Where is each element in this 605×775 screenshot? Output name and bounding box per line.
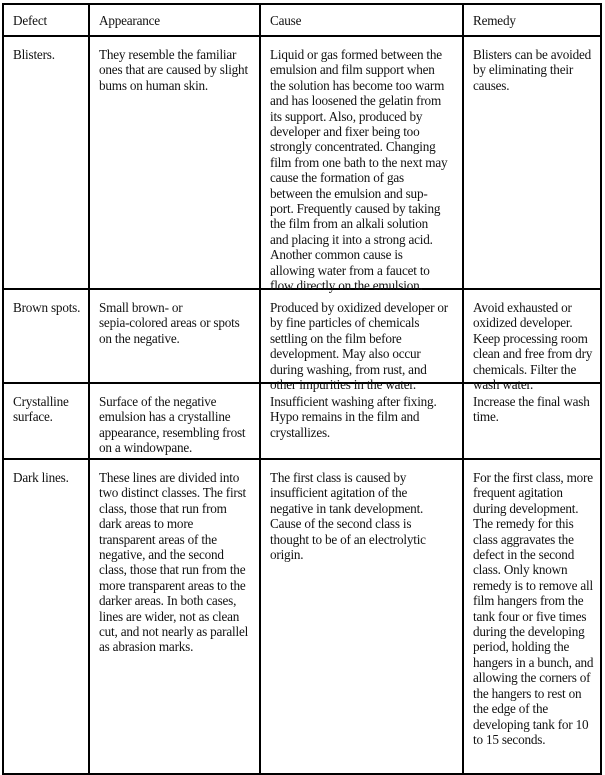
cell-text-line: film from one bath to the next may — [270, 154, 448, 170]
cell-text-line: cause the formation of gas — [270, 170, 404, 186]
cell-text-line: on the negative. — [99, 330, 180, 346]
cell-text-line: Crystalline — [13, 394, 69, 409]
cell-text-line: Small brown- or — [99, 300, 183, 315]
cell-text-line: crystallizes. — [270, 424, 331, 440]
cell-remedy — [464, 460, 600, 773]
cell-text-line: emulsion and film support when — [270, 62, 435, 78]
cell-text-line: For the first class, more — [473, 470, 593, 485]
cell-text-line: Surface of the negative — [99, 394, 217, 409]
defects-table — [2, 3, 602, 775]
cell-appearance — [90, 384, 261, 460]
cell-text-line: hangers in a bunch, and — [473, 654, 594, 670]
cell-defect — [4, 384, 90, 460]
cell-text-line: time. — [473, 409, 499, 425]
cell-text-line: sepia-colored areas or spots — [99, 315, 240, 331]
cell-remedy — [464, 290, 600, 393]
cell-text-line: chemicals. Filter the — [473, 361, 577, 377]
cell-text-line: to 15 seconds. — [473, 731, 546, 747]
cell-text-line: cut, and not nearly as parallel — [99, 624, 249, 640]
cell-text-line: frequent agitation — [473, 485, 563, 501]
cell-text-line: appearance, resembling frost — [99, 424, 246, 440]
cell-text-line: on a windowpane. — [99, 440, 193, 456]
cell-cause — [261, 460, 464, 773]
cell-text-line: class aggravates the — [473, 531, 574, 547]
cell-remedy — [464, 384, 600, 460]
cell-text-line: by fine particles of chemicals — [270, 315, 420, 331]
cell-text-line: Another common cause is — [270, 247, 403, 263]
cell-text-line: emulsion has a crystalline — [99, 409, 231, 425]
cell-text-line: and has loosened the gelatin from — [270, 93, 442, 109]
cell-text-line: Blisters. — [13, 47, 55, 62]
cell-text-line: lines are wider, not as clean — [99, 608, 240, 624]
cell-text-line: oxidized developer. — [473, 315, 573, 331]
cell-text-line: The first class is caused by — [270, 470, 407, 485]
cell-text-line: two distinct classes. The first — [99, 485, 247, 501]
cell-text-line: ones that are caused by slight — [99, 62, 248, 78]
cell-text-line: clean and free from dry — [473, 346, 593, 362]
cell-text-line: during the developing — [473, 624, 585, 640]
cell-text-line: its support. Also, produced by — [270, 108, 423, 124]
cell-text-line: Hypo remains in the film and — [270, 409, 420, 425]
header-cause: Cause — [261, 5, 464, 37]
cell-text-line: Brown spots. — [13, 300, 81, 315]
cell-text-line: Cause of the second class is — [270, 516, 412, 532]
cell-text-line: The remedy for this — [473, 516, 574, 532]
cell-text-line: during washing, from rust, and — [270, 361, 427, 377]
header-remedy: Remedy — [464, 5, 600, 37]
cell-text-line: negative in tank development. — [270, 500, 424, 516]
header-defect: Defect — [4, 5, 90, 37]
cell-cause — [261, 384, 464, 460]
cell-text-line: and placing it into a strong acid. — [270, 231, 433, 247]
cell-text-line: the edge of the — [473, 701, 548, 717]
cell-remedy — [464, 37, 600, 290]
cell-text-line: Keep processing room — [473, 330, 588, 346]
cell-text-line: class, those that run from the — [99, 562, 246, 578]
cell-text-line: transparent areas of the — [99, 531, 217, 547]
cell-text-line: Avoid exhausted or — [473, 300, 572, 315]
header-appearance: Appearance — [90, 5, 261, 37]
cell-text-line: by eliminating their — [473, 62, 574, 78]
cell-text-line: developing tank for 10 — [473, 716, 589, 732]
cell-defect — [4, 290, 90, 384]
cell-text-line: settling on the film before — [270, 330, 402, 346]
cell-text-line: Insufficient washing after fixing. — [270, 394, 437, 409]
cell-text-line: more transparent areas to the — [99, 577, 246, 593]
cell-text-line: strongly concentrated. Changing — [270, 139, 436, 155]
cell-text-line: Produced by oxidized developer or — [270, 300, 448, 315]
cell-text-line: wash water. — [473, 377, 534, 393]
cell-text-line: other impurities in the water. — [270, 377, 416, 393]
cell-text-line: the film from an alkali solution — [270, 216, 429, 232]
cell-text-line: the solution has become too warm — [270, 77, 445, 93]
cell-text-line: Liquid or gas formed between the — [270, 47, 442, 62]
cell-text-line: port. Frequently caused by taking — [270, 201, 441, 217]
cell-text-line: These lines are divided into — [99, 470, 240, 485]
cell-defect — [4, 460, 90, 773]
cell-cause — [261, 37, 464, 294]
cell-text-line: defect in the second — [473, 547, 575, 563]
cell-text-line: causes. — [473, 77, 510, 93]
cell-text-line: allowing the corners of — [473, 670, 591, 686]
cell-text-line: insufficient agitation of the — [270, 485, 408, 501]
cell-cause — [261, 290, 464, 393]
cell-text-line: They resemble the familiar — [99, 47, 237, 62]
cell-text-line: developer and fixer being too — [270, 124, 420, 140]
cell-text-line: development. May also occur — [270, 346, 421, 362]
cell-text-line: Dark lines. — [13, 470, 69, 485]
cell-text-line: film hangers from the — [473, 593, 584, 609]
cell-text-line: the hangers to rest on — [473, 685, 582, 701]
cell-text-line: class, those that run from — [99, 500, 227, 516]
cell-text-line: origin. — [270, 547, 304, 563]
cell-text-line: dark areas to more — [99, 516, 194, 532]
cell-appearance — [90, 290, 261, 384]
cell-appearance — [90, 37, 261, 290]
cell-text-line: Blisters can be avoided — [473, 47, 592, 62]
cell-text-line: surface. — [13, 409, 53, 425]
cell-text-line: as abrasion marks. — [99, 639, 194, 655]
cell-text-line: flow directly on the emulsion. — [270, 278, 423, 294]
cell-text-line: darker areas. In both cases, — [99, 593, 237, 609]
cell-defect — [4, 37, 90, 290]
cell-appearance — [90, 460, 261, 773]
cell-text-line: period, holding the — [473, 639, 570, 655]
cell-text-line: negative, and the second — [99, 547, 224, 563]
cell-text-line: bums on human skin. — [99, 77, 209, 93]
cell-text-line: Increase the final wash — [473, 394, 590, 409]
cell-text-line: between the emulsion and sup- — [270, 185, 428, 201]
cell-text-line: tank four or five times — [473, 608, 587, 624]
cell-text-line: remedy is to remove all — [473, 577, 593, 593]
cell-text-line: class. Only known — [473, 562, 568, 578]
cell-text-line: allowing water from a faucet to — [270, 262, 430, 278]
cell-text-line: during development. — [473, 500, 579, 516]
cell-text-line: thought to be of an electrolytic — [270, 531, 426, 547]
